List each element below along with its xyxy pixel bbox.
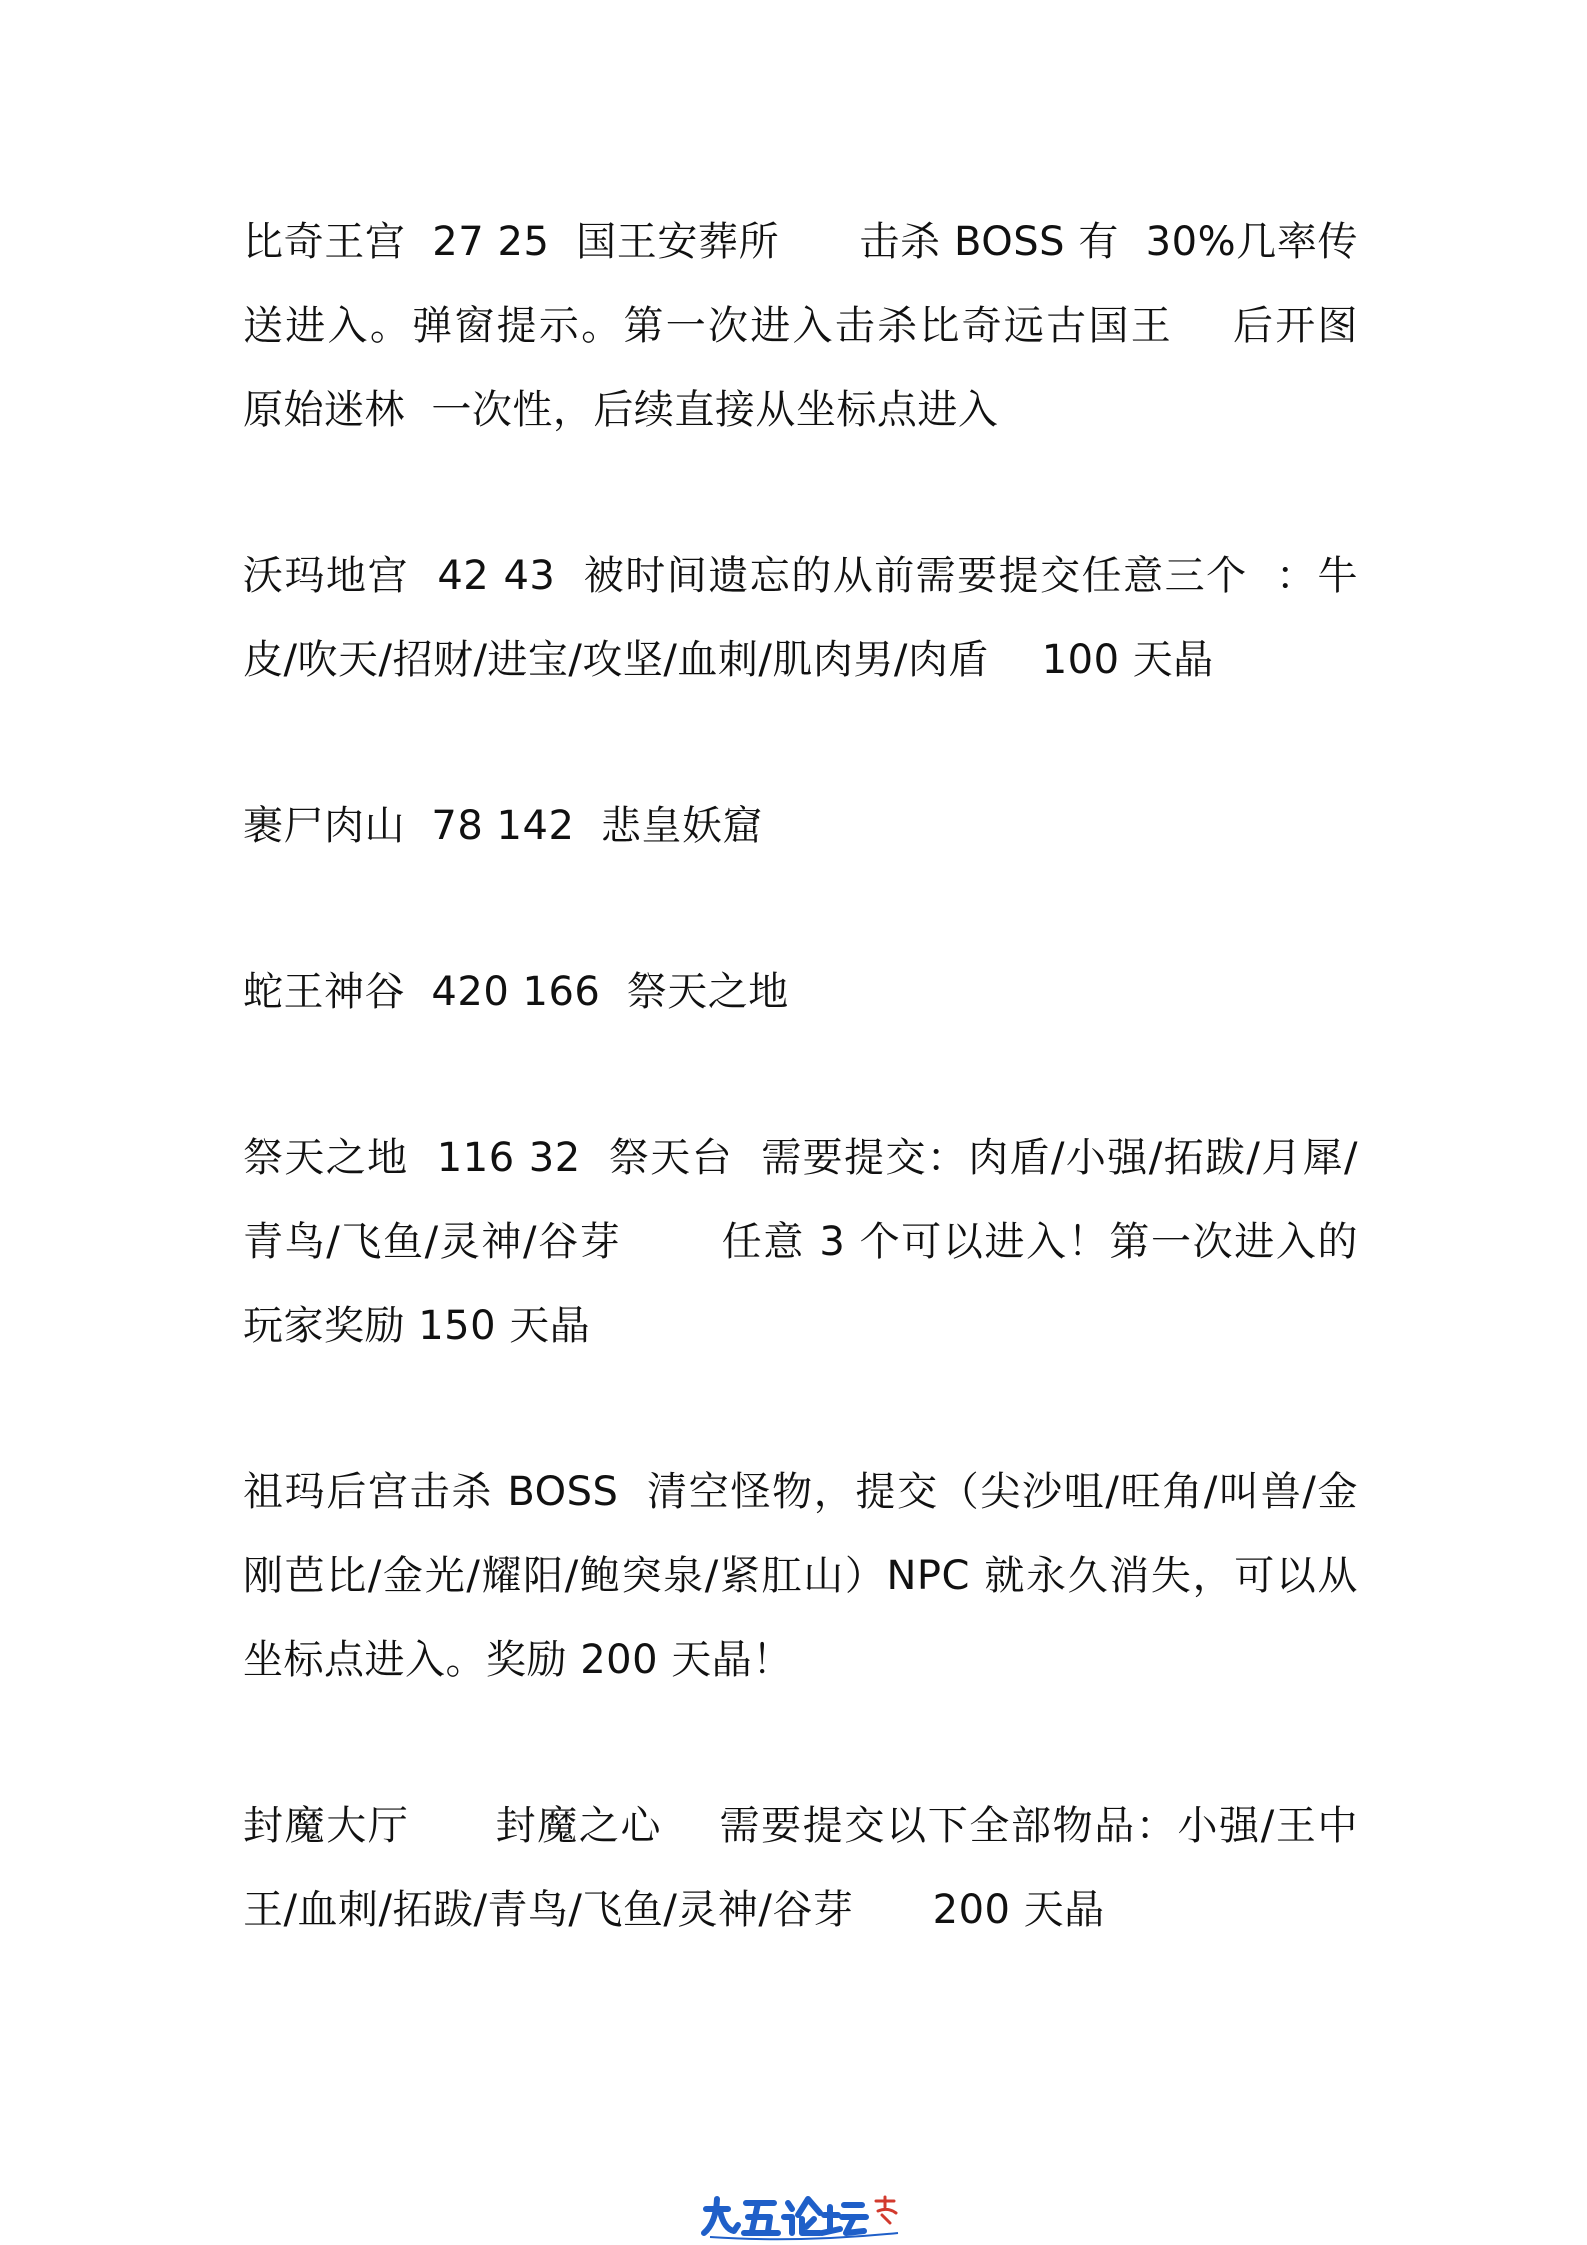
forum-logo-watermark xyxy=(698,2193,908,2241)
paragraph-guoshi-mountain: 裹尸肉山 78 142 悲皇妖窟 xyxy=(243,803,763,849)
paragraph-woma-palace: 沃玛地宫 42 43 被时间遗忘的从前需要提交任意三个 ：牛皮/吹天/招财/进宝/攻坚/血刺/肌肉男/肉盾 100 天晶 xyxy=(243,553,1358,683)
paragraph-fengmo-hall: 封魔大厅 封魔之心 需要提交以下全部物品：小强/王中王/血刺/拓跋/青鸟/飞鱼/灵神/谷芽 200 天晶 xyxy=(243,1803,1358,1933)
forum-logo-icon xyxy=(698,2193,908,2241)
paragraph-zuma-palace: 祖玛后宫击杀 BOSS 清空怪物，提交（尖沙咀/旺角/叫兽/金刚芭比/金光/耀阳/鲍突泉/紧肛山）NPC 就永久消失，可以从坐标点进入。奖励 200 天晶！ xyxy=(243,1469,1358,1683)
paragraph-jitian-land: 祭天之地 116 32 祭天台 需要提交：肉盾/小强/拓跋/月犀/青鸟/飞鱼/灵神/谷芽 任意 3 个可以进入！第一次进入的玩家奖励 150 天晶 xyxy=(243,1135,1358,1349)
document-body xyxy=(243,200,1385,2034)
paragraph-biqi-palace: 比奇王宫 27 25 国王安葬所 击杀 BOSS 有 30%几率传送进入。弹窗提示。第一次进入击杀比奇远古国王 后开图 原始迷林 一次性，后续直接从坐标点进入 xyxy=(243,219,1385,433)
paragraph-snake-king-valley: 蛇王神谷 420 166 祭天之地 xyxy=(243,969,789,1015)
